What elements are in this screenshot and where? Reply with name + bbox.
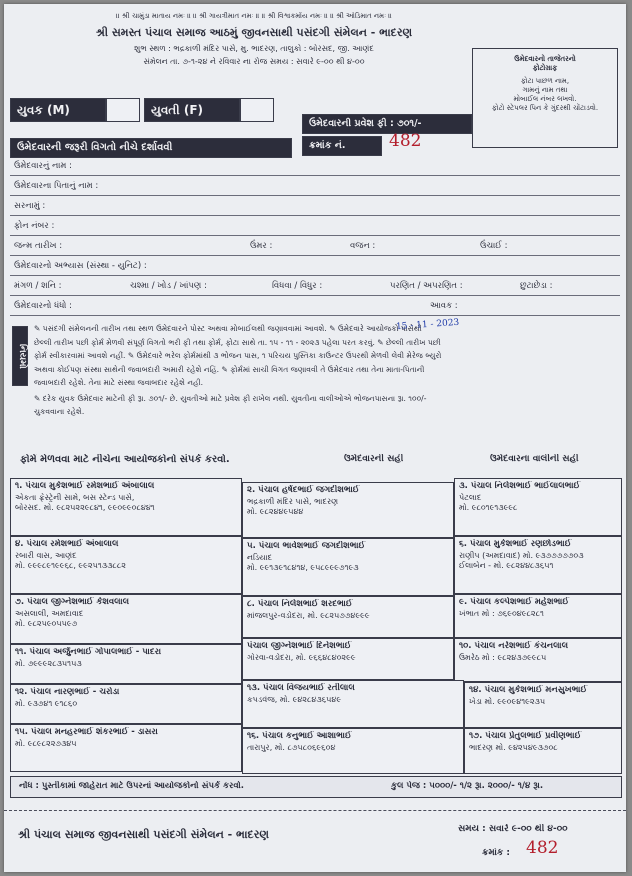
rule-line: ✎ પસંદગી સંમેલનની તારીખ તથા સ્થળ ઉમેદવારને પોસ્ટ અથવા મોબાઈલથી જણાવવામાં આવશે. ✎ ઉમેદવારે આયોજકો પાસેથી — [34, 324, 422, 333]
organizer-name: ૮. પંચાલ નિલેશભાઈ શરદભાઈ — [247, 599, 353, 609]
organizer-name: ૧. પંચાલ મુકેશભાઈ રમેશભાઈ અંબાલાલ — [15, 481, 155, 491]
widow-label: વિધવા / વિધુર : — [272, 281, 323, 291]
male-checkbox[interactable] — [106, 98, 140, 122]
organizer-address: અસલાલી, અમદાવાદ — [15, 609, 84, 618]
guardian-signature-label: ઉમેદવારના વાલીની સહી — [490, 454, 579, 464]
rule-line: ચુકવવાના રહેશે. — [34, 407, 85, 416]
organizer-card — [10, 644, 242, 684]
organizer-address: ભદ્રકાળી મંદિર પાસે, ભાદરણ — [247, 497, 339, 506]
photo-box-line: ફોટો સ્ટેપલર પિન કે ગુંદરથી ચોંટાડવો. — [491, 104, 599, 112]
specs-label: ચશ્મા / ખોડ / ખાંપણ : — [130, 281, 207, 291]
rule-line: ફોર્મ સ્વીકારવામાં આવશે નહીં. ✎ ઉમેદવારે ભરેલ ફોર્મમાંથી ૩ ભોજન પાસ, ૧ પરિચય પુસ્તિકા કાઉન્ટર ઉપરથી મેળવી લેવી મેરેજ બ્યુરો — [34, 351, 442, 360]
organizer-address: એકતા ફ્રેસ્ટ્રેની સામે, બસ સ્ટેન્ડ પાસે, — [15, 493, 135, 502]
organizer-address: પેટલાદ — [459, 493, 482, 502]
organizer-card — [454, 478, 622, 536]
height-label: ઉંચાઈ : — [480, 241, 508, 251]
candidate-signature-label: ઉમેદવારની સહી — [344, 454, 404, 464]
rules-block — [34, 322, 618, 419]
rules-side-label: નિયમો — [12, 326, 28, 386]
header-invocation: ॥ શ્રી ચામુંડા માતાય નમઃ ॥ ॥ શ્રી ગાયત્રીમાત નમઃ ॥ ॥ શ્રી વિશ્વકર્માય નમઃ ॥ ॥ શ્રી ઓડિમાત નમઃ ॥ — [115, 12, 392, 20]
handwritten-date: 15 - 11 - 2023 — [395, 317, 460, 333]
organizer-name: ૧૪. પંચાલ મુકેશભાઈ મનસુખભાઈ — [469, 685, 588, 695]
address-label: સરનામું : — [14, 201, 46, 211]
organizer-card — [10, 684, 242, 724]
organizer-card — [10, 536, 242, 594]
footer-note: નોંધ : પુસ્તીકામાં જાહેરાત માટે ઉપરનાં આયોજકોનો સંપર્ક કરવો. — [19, 781, 245, 791]
organizer-name: ૯. પંચાલ કલ્પેશભાઈ મહેશભાઈ — [459, 597, 569, 607]
male-label: યુવક (M) — [10, 98, 106, 122]
registration-form — [4, 4, 626, 872]
stub-title: શ્રી પંચાલ સમાજ જીવનસાથી પસંદગી સંમેલન - ભાદરણ — [18, 828, 269, 841]
organizer-name: ૧૩. પંચાલ વિજયભાઈ રતીલાલ — [247, 683, 355, 693]
organizer-name: ૧૦. પંચાલ નરેશભાઈ કંચનલાલ — [459, 641, 569, 651]
serial-number: 482 — [389, 131, 422, 151]
status-row[interactable] — [10, 276, 620, 296]
organizer-card — [242, 538, 454, 596]
education-field[interactable] — [10, 256, 620, 276]
income-label: આવક : — [430, 301, 458, 311]
organizer-card — [10, 594, 242, 644]
female-label: યુવતી (F) — [144, 98, 240, 122]
organizer-name: ૧૬. પંચાલ કનુભાઈ આશાભાઈ — [247, 731, 352, 741]
weight-label: વજન : — [350, 241, 376, 251]
organizer-address: ભાદરણ મો. ૯૪૨૫૪૯૩૭૦૮ — [469, 743, 558, 752]
organizer-card — [454, 536, 622, 594]
photo-box — [472, 48, 618, 148]
organizer-name: ૭. પંચાલ જીગ્નેશભાઈ કેશવલાલ — [15, 597, 130, 607]
organizer-card — [242, 728, 464, 774]
organizer-name: પંચાલ જીગ્નેશભાઈ દિનેશભાઈ — [247, 641, 352, 651]
organizer-name: ૧૫. પંચાલ મનહરભાઈ શંકરભાઈ - ડાસરા — [15, 727, 158, 737]
rule-line: જવાબદારી રહેશે. તેના માટે સંસ્થા જવાબદાર રહેશે નહી. — [34, 378, 204, 387]
tear-line — [4, 810, 626, 811]
organizer-address: કપડવંજ, મો. ૯૪૨૮૪૩૬૫૪૯ — [247, 695, 342, 704]
rule-line: અથવા કોઈપણ સંસ્થા સાથેની જવાબદારી અમારી રહેશે નહિં. ✎ ફોર્મમાં સાચી વિગત જણાવવી તે ઉમેદવાર તથા તેના માતા-પિતાની — [34, 364, 425, 374]
organizer-card — [464, 682, 622, 728]
footer-rates: કુલ પેજ : ૫૦૦૦/- ૧/૨ રૂા. ૨૦૦૦/- ૧/૪ રૂા. — [391, 781, 544, 791]
stub-time: સમય : સવારે ૯-૦૦ થી ૪-૦૦ — [458, 824, 568, 834]
occupation-label: ઉમેદવારનો ધંધો : — [14, 301, 73, 311]
organizer-address: ખંભાત મો : ૭૬૯૦૪૯૮૨૮૧ — [459, 609, 544, 618]
dob-label: જન્મ તારીખ : — [14, 241, 63, 251]
organizer-card — [242, 680, 464, 728]
organizer-phone: મો. ૯૮૨૫૯૦૫૫૯૭ — [15, 619, 78, 628]
organizer-phone: મો. ૯૩૭૪૧ ૯૧૮૬૦ — [15, 699, 78, 708]
organizer-card — [464, 728, 622, 774]
divorce-label: છુટાછેડા : — [520, 281, 553, 291]
organizer-name: ૨. પંચાલ હર્ષદભાઈ જગદીશભાઈ — [247, 485, 360, 495]
organizer-phone: મો. ૯૮૦૧૯૧૩૯૯૮ — [459, 503, 518, 512]
stub-serial-number: 482 — [526, 838, 559, 858]
header-title: શ્રી સમસ્ત પંચાલ સમાજ આઠમું જીવનસાથી પસંદગી સંમેલન - ભાદરણ — [95, 26, 413, 39]
photo-box-line: ગામનું નામ તથા — [522, 86, 568, 94]
organizer-phone: મો. ૯૯૯૮૯૧૯૯૬૮, ૯૯૨૫૧૩૩૮૮૨ — [15, 561, 126, 570]
photo-box-line: ઉમેદવારનો તાજેતરનો — [514, 55, 576, 63]
candidate-name-field[interactable] — [10, 156, 620, 176]
photo-box-line: ફોટા પાછળ નામ, — [520, 77, 570, 85]
stub-number-label: ક્રમાંક : — [482, 848, 510, 858]
organizer-name: ૧૭. પંચાલ પ્રેતુલભાઈ પ્રવીણભાઈ — [469, 731, 582, 741]
organizer-card — [242, 596, 454, 638]
footer-note-bar — [10, 776, 622, 798]
header-venue: શુભ સ્થળ : ભદ્રકાળી મંદિર પાસે, મુ. ભાદરણ, તાલુકો : બોરસદ, જી. આણંદ — [134, 44, 374, 53]
candidate-name-label: ઉમેદવારનું નામ : — [14, 161, 72, 171]
contact-heading: ફોર્મ મેળવવા માટે નીચેના આયોજકોનો સંપર્ક કરવો. — [20, 454, 230, 465]
organizer-card — [10, 724, 242, 772]
organizer-name: ૫. પંચાલ ભાવેશભાઈ જગદીશભાઈ — [247, 541, 366, 551]
organizer-phone: બોરસદ. મો. ૯૮૨૫૨૨૯૮૪૧, ૯૯૦૯૯૦૮૪૪૧ — [15, 503, 155, 512]
organizer-address: ઉમરેઠ મો : ૯૮૨૪૩૭૯૯૮૫ — [459, 653, 547, 662]
organizer-address: ગોરવા-વડોદરા, મો. ૯૬૬૪૮૪૦૨૯૯ — [247, 653, 356, 662]
rule-line: છેલ્લી તારીખ પછી ફોર્મ મેળવી સંપૂર્ણ વિગતો ભરી ફી તથા ફોર્મ, ફોટા સાથે તા. ૧૫ - ૧૧ - ૨૦૨૩ પહેલા પરત કરવું. ✎ છેલ્લી તારીખ પછી — [34, 337, 441, 347]
organizer-address: તારાપુર, મો. ૮૭૫૮૦૬૯૬૦૪ — [247, 743, 336, 752]
organizer-address: માંજલપુર-વડોદરા, મો. ૯૮૨૫૭૭૪૯૯૯ — [247, 611, 370, 620]
organizer-card — [454, 638, 622, 682]
organizer-name: ૪. પંચાલ રમેશભાઈ અંબાલાલ — [15, 539, 119, 549]
father-name-label: ઉમેદવારના પિતાનું નામ : — [14, 181, 99, 191]
organizer-card — [10, 478, 242, 536]
header-date-time: સંમેલન તા. ૭-૧-૨૪ ને રવિવાર ના રોજ સમય : સવારે ૯-૦૦ થી ૪-૦૦ — [143, 57, 365, 66]
phone-field[interactable] — [10, 216, 620, 236]
photo-box-line: મોબાઈલ નંબર લખવો. — [513, 95, 577, 103]
mangal-label: મંગળ / શનિ : — [14, 281, 62, 291]
organizer-name: ૬. પંચાલ મુકેશભાઈ રણછોડભાઈ — [459, 539, 572, 549]
organizer-address: ખેડા મો. ૯૯૦૯૪૧૯૨૩૫ — [469, 697, 546, 706]
organizer-phone: મો. ૯૮૨૪૪૯૫૪૪ — [247, 507, 304, 516]
organizer-address: રાણીપ (અમદાવાદ) મો. ૯૩૭૭૭૭૭૦૩ — [459, 551, 584, 560]
organizer-phone: ઈલાબેન - મો. ૯૮૨૪૪૮૩૬૫૧ — [459, 561, 554, 570]
organizer-name: ૩. પંચાલ નિલેશભાઈ ભાઈલાલભાઈ — [459, 481, 581, 491]
age-label: ઉંમર : — [250, 241, 273, 251]
number-label: ક્રમાંક નં. — [302, 136, 382, 156]
married-label: પરણિત / અપરણિત : — [390, 281, 463, 291]
photo-box-line: ફોટોગ્રાફ — [532, 64, 558, 72]
phone-label: ફોન નંબર : — [14, 221, 55, 231]
father-name-field[interactable] — [10, 176, 620, 196]
female-checkbox[interactable] — [240, 98, 274, 122]
organizer-name: ૧૨. પંચાલ નારણભાઈ - ચરોડા — [15, 687, 120, 697]
organizer-address: નડિયાદ — [247, 553, 273, 562]
rule-line: ✎ દરેક યુવક ઉમેદવાર માટેની ફી રૂા. ૭૦૧/- છે. યુવતીઓ માટે પ્રવેશ ફી રાખેલ નથી. યુવતીના વાલીઓએ ભોજનપાસના રૂા. ૧૦૦/- — [34, 393, 427, 403]
organizer-phone: મો. ૯૯૧૩૯૧૮૪૧૪, ૯૫૮૯૯૯૭૧૯૩ — [247, 563, 359, 572]
organizer-card — [242, 638, 454, 680]
details-heading: ઉમેદવારની જરૂરી વિગતો નીચે દર્શાવવી — [10, 138, 292, 158]
organizer-phone: મો. ૭૯૯૯૨૮૩૫૧૫૩ — [15, 659, 82, 668]
organizer-phone: મો. ૯૮૯૮૨૨૭૩૪૫ — [15, 739, 77, 748]
organizer-card — [454, 594, 622, 638]
education-label: ઉમેદવારનો અભ્યાસ (સંસ્થા - યુનિટ) : — [14, 261, 147, 271]
organizer-name: ૧૧. પંચાલ અર્જુનભાઈ ગોપાલભાઈ - પાદરા — [15, 647, 162, 657]
dob-row[interactable] — [10, 236, 620, 256]
entry-fee-label: ઉમેદવારની પ્રવેશ ફી : ૭૦૧/- — [302, 114, 472, 134]
address-field[interactable] — [10, 196, 620, 216]
organizer-card — [242, 482, 454, 538]
occupation-row[interactable] — [10, 296, 620, 316]
organizer-address: રબારી વાસ, આણંદ — [15, 551, 77, 560]
